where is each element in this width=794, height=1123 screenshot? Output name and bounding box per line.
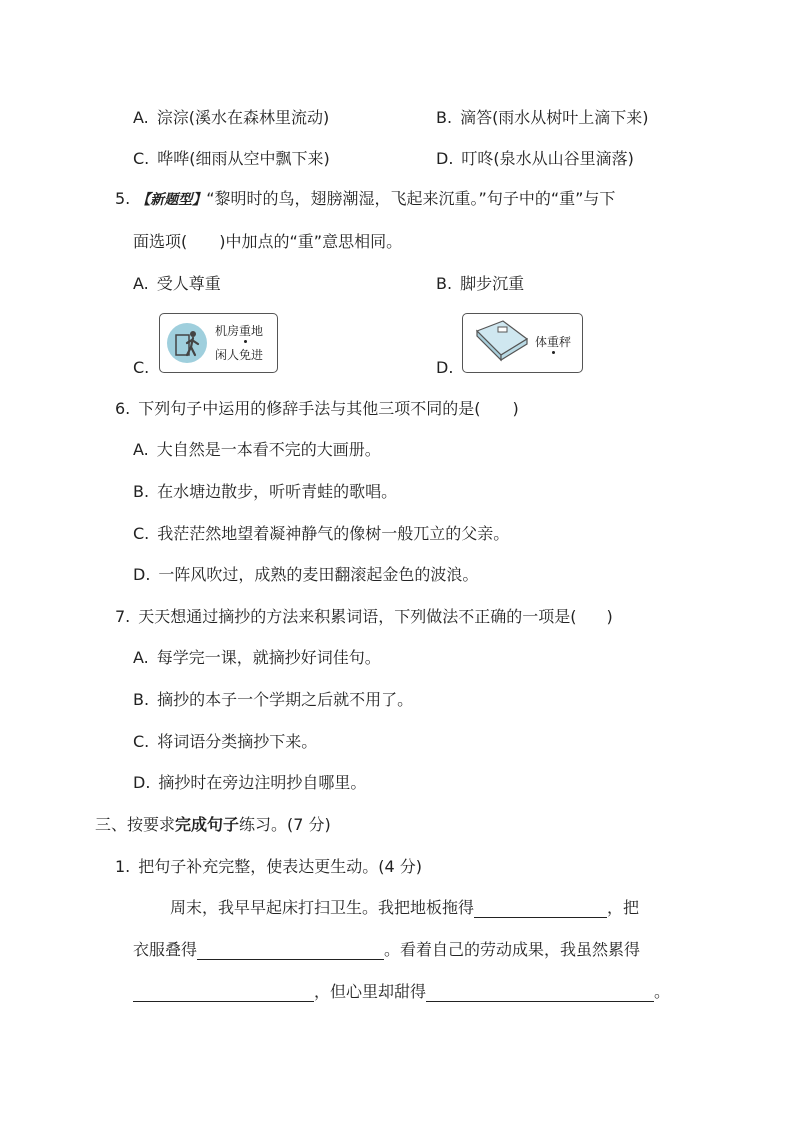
sign-line-2: 闲人免进: [215, 348, 264, 362]
section-title-score: 练习。(7 分): [239, 815, 331, 834]
option-text: 将词语分类摘抄下来。: [157, 732, 318, 751]
fill-line-3: [133, 982, 670, 1002]
q5-option-d-label: D.: [436, 358, 454, 377]
option-b: [436, 108, 649, 128]
option-label: B.: [436, 108, 453, 127]
option-text: 在水塘边散步，听听青蛙的歌唱。: [157, 482, 398, 501]
option-text: 淙淙(溪水在森林里流动): [156, 108, 330, 127]
fill-text: 周末，我早早起床打扫卫生。我把地板拖得: [170, 898, 475, 917]
question-text: “黎明时的鸟，翅膀潮湿，飞起来沉重。”句子中的“重”与下: [206, 189, 616, 208]
scale-icon: [465, 315, 535, 371]
option-label: B.: [436, 274, 453, 293]
question-text: 天天想通过摘抄的方法来积累词语，下列做法不正确的一项是(: [138, 607, 577, 626]
option-label: D.: [133, 565, 151, 584]
question-number: 5.: [115, 189, 131, 208]
new-type-tag: 【新题型】: [136, 192, 207, 208]
question-text: 下列句子中运用的修辞手法与其他三项不同的是(: [138, 399, 481, 418]
option-text: 哗哗(细雨从空中飘下来): [157, 149, 330, 168]
answer-blank[interactable]: [133, 983, 314, 1002]
question-number: 1.: [115, 857, 131, 876]
question-number: 7.: [115, 607, 131, 626]
fill-line-2: [133, 940, 640, 960]
q5-option-b: [436, 274, 524, 294]
section-3-question-1: [115, 857, 422, 877]
question-5-stem: [115, 189, 615, 210]
fill-line-1: [170, 898, 639, 918]
q7-option-b: [133, 690, 413, 710]
person-entering-door-icon: [167, 323, 207, 363]
question-text: )中加点的“重”意思相同。: [219, 232, 403, 251]
option-a: [133, 108, 329, 128]
section-title-bold: 完成句子: [175, 815, 240, 834]
option-text: 脚步沉重: [460, 274, 525, 293]
question-6-stem: [115, 399, 519, 419]
q6-option-c: [133, 524, 509, 544]
emphasis-dot-char: 重: [547, 335, 560, 349]
body-scale-picture: [462, 313, 583, 373]
option-text: 受人尊重: [156, 274, 221, 293]
option-c: [133, 149, 330, 169]
option-text: 每学完一课，就摘抄好词佳句。: [156, 648, 381, 667]
section-title: 三、按要求: [95, 815, 176, 834]
option-label: C.: [133, 149, 150, 168]
fill-text: ，把: [607, 898, 640, 917]
answer-blank[interactable]: [474, 899, 607, 918]
q6-option-b: [133, 482, 397, 502]
option-label: C.: [133, 524, 150, 543]
option-text: 叮咚(泉水从山谷里滴落): [461, 149, 634, 168]
option-label: A.: [133, 108, 149, 127]
fill-text: ，但心里却甜得: [314, 982, 427, 1001]
scale-label: 体重秤: [535, 335, 572, 349]
option-label: D.: [436, 149, 454, 168]
question-number: 6.: [115, 399, 131, 418]
question-text: 面选项(: [133, 232, 188, 251]
question-text: 把句子补充完整，使表达更生动。(4 分): [138, 857, 423, 876]
q7-option-a: [133, 648, 381, 668]
option-label: A.: [133, 648, 149, 667]
q6-option-a: [133, 440, 381, 460]
option-text: 滴答(雨水从树叶上滴下来): [460, 108, 649, 127]
option-text: 摘抄时在旁边注明抄自哪里。: [158, 773, 367, 792]
option-text: 摘抄的本子一个学期之后就不用了。: [157, 690, 414, 709]
q7-option-c: [133, 732, 317, 752]
paren-close: ): [512, 399, 519, 418]
section-3-heading: [95, 815, 331, 835]
option-text: 大自然是一本看不完的大画册。: [156, 440, 381, 459]
q6-option-d: [133, 565, 478, 585]
option-label: C.: [133, 732, 150, 751]
fill-text: 。看着自己的劳动成果，我虽然累得: [384, 940, 641, 959]
fill-text: 。: [654, 982, 671, 1001]
q5-option-a: [133, 274, 221, 294]
option-text: 我茫茫然地望着凝神静气的像树一般兀立的父亲。: [157, 524, 510, 543]
option-label: B.: [133, 482, 150, 501]
option-label: A.: [133, 274, 149, 293]
sign-line-1: 机房重地: [215, 324, 264, 338]
paren-close: ): [606, 607, 613, 626]
q5-option-c-label: C.: [133, 358, 150, 377]
option-label: A.: [133, 440, 149, 459]
q7-option-d: [133, 773, 366, 793]
answer-blank[interactable]: [197, 941, 384, 960]
option-label: D.: [133, 773, 151, 792]
emphasis-dot-char: 重: [239, 324, 252, 338]
question-5-stem-line2: [133, 232, 402, 252]
answer-blank[interactable]: [426, 983, 654, 1002]
option-text: 一阵风吹过，成熟的麦田翻滚起金色的波浪。: [158, 565, 479, 584]
machine-room-sign: [159, 313, 278, 373]
option-label: B.: [133, 690, 150, 709]
question-7-stem: [115, 607, 613, 627]
fill-text: 衣服叠得: [133, 940, 198, 959]
option-d: [436, 149, 634, 169]
